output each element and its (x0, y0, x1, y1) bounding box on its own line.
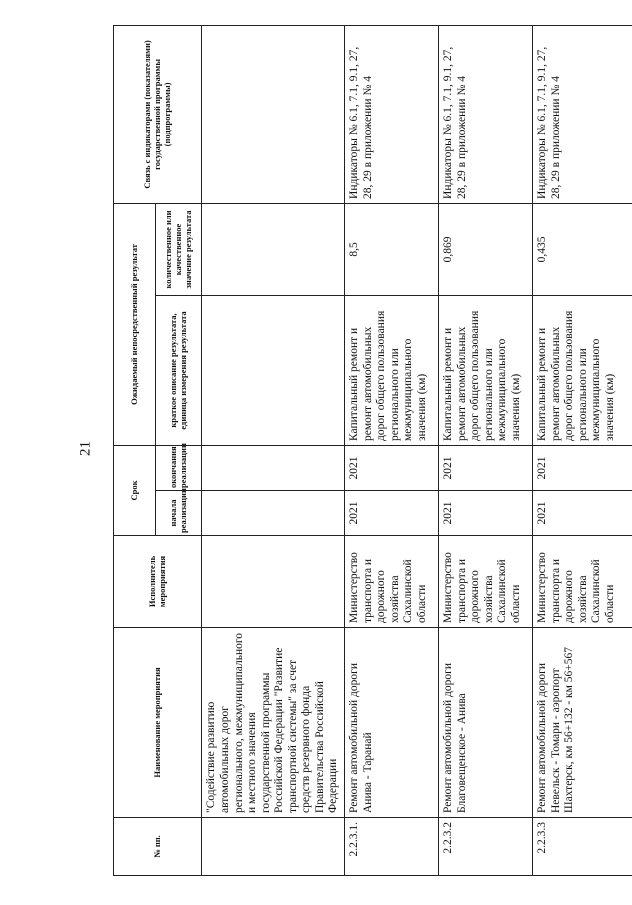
cell-num (202, 818, 345, 876)
cell-name: "Содействие развитию автомобильных дорог регионального, межмуниципального и местного значения государственной программы Российской Федерации "Развитие транспортной системы" за счет средств резервного фонда Правительства Российской Федерации (202, 628, 345, 818)
table-container (113, 26, 632, 876)
header-num: № пп. (114, 818, 202, 876)
cell-executor: Министерство транспорта и дорожного хозяйства Сахалинской области (439, 536, 533, 628)
cell-end: 2021 (345, 445, 439, 490)
cell-name: Ремонт автомобильной дороги Анива - Таранай (345, 628, 439, 818)
cell-start: 2021 (345, 491, 439, 536)
cell-qty (202, 203, 345, 295)
page-number: 21 (77, 441, 94, 456)
table-row (202, 25, 345, 875)
cell-executor (202, 536, 345, 628)
cell-executor: Министерство транспорта и дорожного хозяйства Сахалинской области (533, 536, 632, 628)
cell-num: 2.2.3.2 (439, 818, 533, 876)
cell-brief: Капитальный ремонт и ремонт автомобильных дорог общего пользования регионального или межмуниципального значения (км) (439, 295, 533, 445)
header-quantity: количественное или качественное значение результата (156, 203, 202, 295)
header-name: Наименование мероприятия (114, 628, 202, 818)
cell-start: 2021 (533, 491, 632, 536)
header-term-start: начала реализации (156, 491, 202, 536)
cell-qty: 0,435 (533, 203, 632, 295)
header-executor: Исполнитель мероприятия (114, 536, 202, 628)
header-term: Срок (114, 445, 156, 535)
cell-qty: 8,5 (345, 203, 439, 295)
rotated-page (113, 26, 632, 876)
cell-link: Индикаторы № 6.1, 7.1, 9.1, 27, 28, 29 в приложении № 4 (533, 25, 632, 203)
cell-end: 2021 (533, 445, 632, 490)
cell-start: 2021 (439, 491, 533, 536)
cell-link: Индикаторы № 6.1, 7.1, 9.1, 27, 28, 29 в приложении № 4 (439, 25, 533, 203)
cell-brief (202, 295, 345, 445)
cell-end (202, 445, 345, 490)
cell-qty: 0,869 (439, 203, 533, 295)
cell-name: Ремонт автомобильной дороги Невельск - Томари - аэропорт Шахтерск, км 56+132 - км 56+567 (533, 628, 632, 818)
cell-name: Ремонт автомобильной дороги Благовещенское - Анива (439, 628, 533, 818)
cell-brief: Капитальный ремонт и ремонт автомобильных дорог общего пользования регионального или межмуниципального значения (км) (533, 295, 632, 445)
table-row (345, 25, 439, 875)
header-link: Связь с индикаторами (показателями) государственной программы (подпрограммы) (114, 25, 202, 203)
header-expected: Ожидаемый непосредственный результат (114, 203, 156, 445)
cell-num: 2.2.3.3 (533, 818, 632, 876)
header-term-end: окончания реализации (156, 445, 202, 490)
cell-executor: Министерство транспорта и дорожного хозяйства Сахалинской области (345, 536, 439, 628)
table-row (439, 25, 533, 875)
header-brief: краткое описание результата, единица измерения результата (156, 295, 202, 445)
header-row-1 (114, 25, 156, 875)
cell-start (202, 491, 345, 536)
measures-table (113, 25, 632, 876)
cell-end: 2021 (439, 445, 533, 490)
cell-brief: Капитальный ремонт и ремонт автомобильных дорог общего пользования регионального или межмуниципального значения (км) (345, 295, 439, 445)
cell-link: Индикаторы № 6.1, 7.1, 9.1, 27, 28, 29 в приложении № 4 (345, 25, 439, 203)
table-row (533, 25, 632, 875)
cell-link (202, 25, 345, 203)
cell-num: 2.2.3.1. (345, 818, 439, 876)
